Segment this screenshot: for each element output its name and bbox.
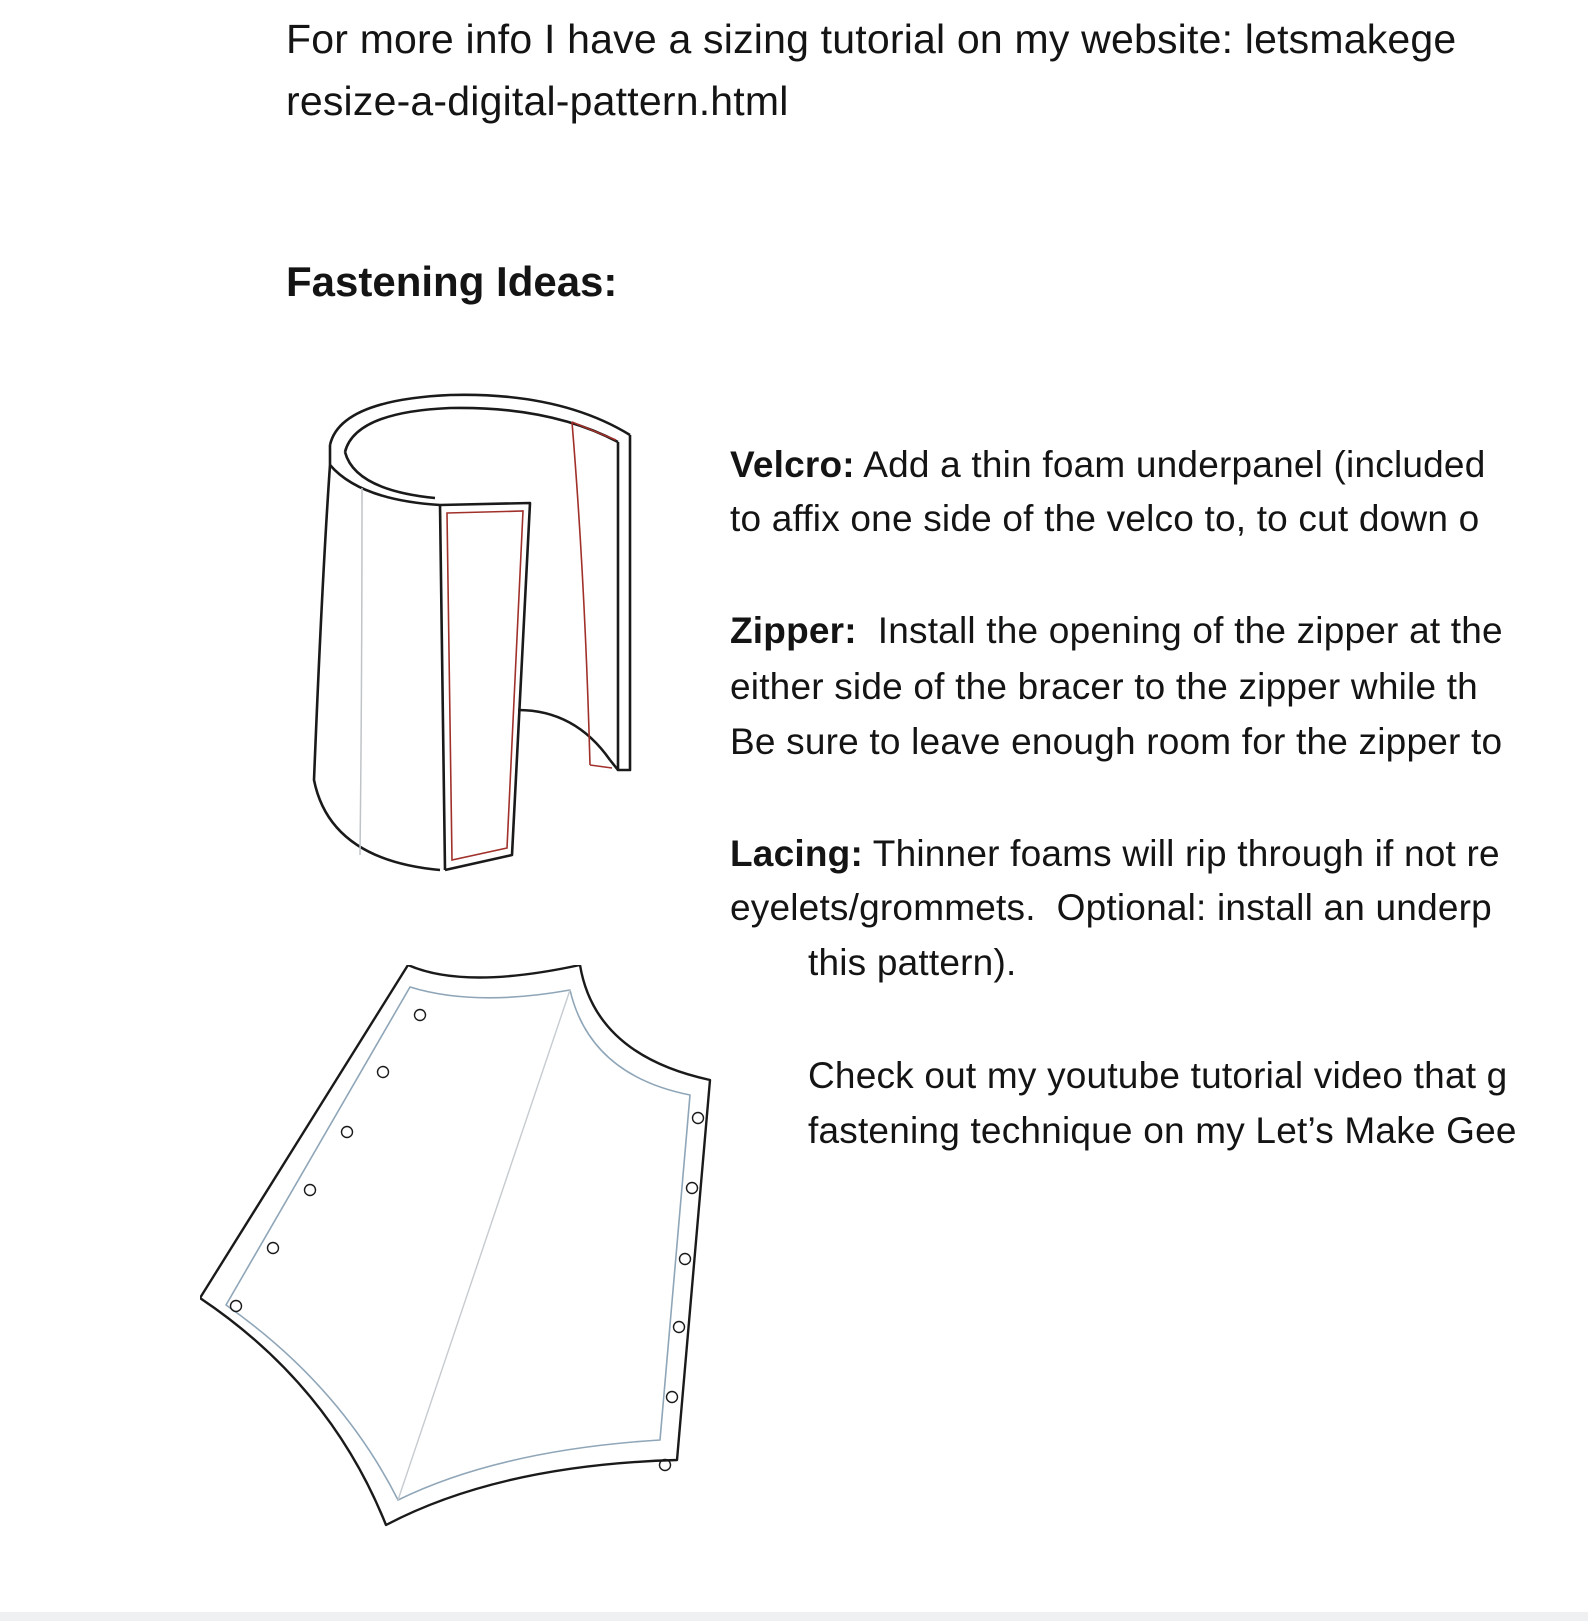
intro-text-line-2: resize-a-digital-pattern.html [286,78,789,124]
lacing-text-1: Thinner foams will rip through if not re [862,833,1500,874]
youtube-paragraph-line-1: Check out my youtube tutorial video that g [808,1055,1508,1096]
zipper-label: Zipper: [730,610,857,651]
velcro-paragraph-line-2: to affix one side of the velco to, to cut down o [730,498,1480,539]
intro-text-line-1: For more info I have a sizing tutorial on my website: letsmakege [286,16,1457,62]
lacing-pattern-illustration-icon [200,965,730,1565]
lacing-paragraph-line-3: this pattern). [808,942,1017,983]
bracer-velcro-illustration-icon [300,380,670,920]
youtube-paragraph-line-2: fastening technique on my Let’s Make Gee [808,1110,1517,1151]
zipper-paragraph-line-3: Be sure to leave enough room for the zipper to [730,721,1503,762]
section-heading: Fastening Ideas: [286,258,618,305]
velcro-paragraph-line-1 [730,440,1485,490]
velcro-label: Velcro: [730,444,855,485]
page-bottom-edge [0,1612,1588,1621]
velcro-text-1: Add a thin foam underpanel (included [854,444,1486,485]
lacing-paragraph-line-2: eyelets/grommets. Optional: install an underp [730,887,1492,928]
zipper-paragraph-line-1 [730,606,1503,656]
zipper-text-1: Install the opening of the zipper at the [856,610,1503,651]
lacing-paragraph-line-1 [730,829,1500,879]
lacing-label: Lacing: [730,833,863,874]
zipper-paragraph-line-2: either side of the bracer to the zipper while th [730,666,1478,707]
